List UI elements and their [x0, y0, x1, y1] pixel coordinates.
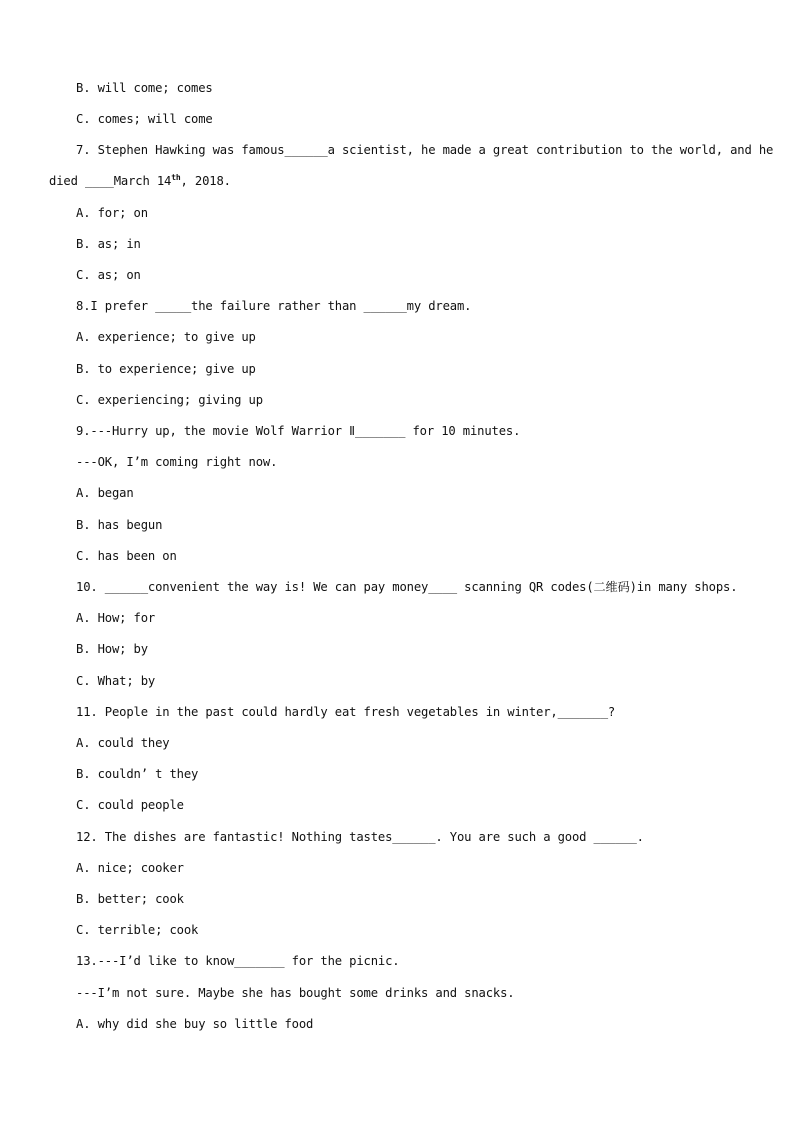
option-7b: B. as; in: [76, 237, 141, 251]
option-8a: A. experience; to give up: [76, 330, 256, 344]
question-11: 11. People in the past could hardly eat fresh vegetables in winter,_______?: [76, 705, 616, 719]
question-13-line-1: 13.---I’d like to know_______ for the picnic.: [76, 954, 400, 968]
ordinal-suffix: th: [171, 173, 181, 182]
question-10: 10. ______convenient the way is! We can pay money____ scanning QR codes(二维码)in many shops.: [76, 580, 738, 594]
question-9-line-1: 9.---Hurry up, the movie Wolf Warrior Ⅱ_______ for 10 minutes.: [76, 424, 521, 438]
question-7-line-2: [49, 173, 231, 189]
option-9a: A. began: [76, 486, 134, 500]
option-10a: A. How; for: [76, 611, 156, 625]
option-12a: A. nice; cooker: [76, 861, 184, 875]
option-10b: B. How; by: [76, 642, 148, 656]
option-12c: C. terrible; cook: [76, 923, 199, 937]
option-10c: C. What; by: [76, 674, 156, 688]
option-7a: A. for; on: [76, 206, 148, 220]
option-11b: B. couldn’ t they: [76, 767, 199, 781]
option-11c: C. could people: [76, 798, 184, 812]
question-7-year-text: , 2018.: [180, 174, 231, 188]
question-9-line-2: ---OK, I’m coming right now.: [76, 455, 278, 469]
option-8b: B. to experience; give up: [76, 362, 256, 376]
option-6b: B. will come; comes: [76, 81, 213, 95]
option-7c: C. as; on: [76, 268, 141, 282]
option-6c: C. comes; will come: [76, 112, 213, 126]
option-11a: A. could they: [76, 736, 170, 750]
option-9c: C. has been on: [76, 549, 177, 563]
question-13-line-2: ---I’m not sure. Maybe she has bought some drinks and snacks.: [76, 986, 515, 1000]
question-7-line-1: 7. Stephen Hawking was famous______a scientist, he made a great contribution to the world, and he: [76, 143, 774, 157]
question-8: 8.I prefer _____the failure rather than ______my dream.: [76, 299, 472, 313]
option-13a: A. why did she buy so little food: [76, 1017, 314, 1031]
option-8c: C. experiencing; giving up: [76, 393, 263, 407]
question-12: 12. The dishes are fantastic! Nothing tastes______. You are such a good ______.: [76, 830, 644, 844]
option-9b: B. has begun: [76, 518, 163, 532]
option-12b: B. better; cook: [76, 892, 184, 906]
question-7-date-text: died ____March 14: [49, 174, 172, 188]
